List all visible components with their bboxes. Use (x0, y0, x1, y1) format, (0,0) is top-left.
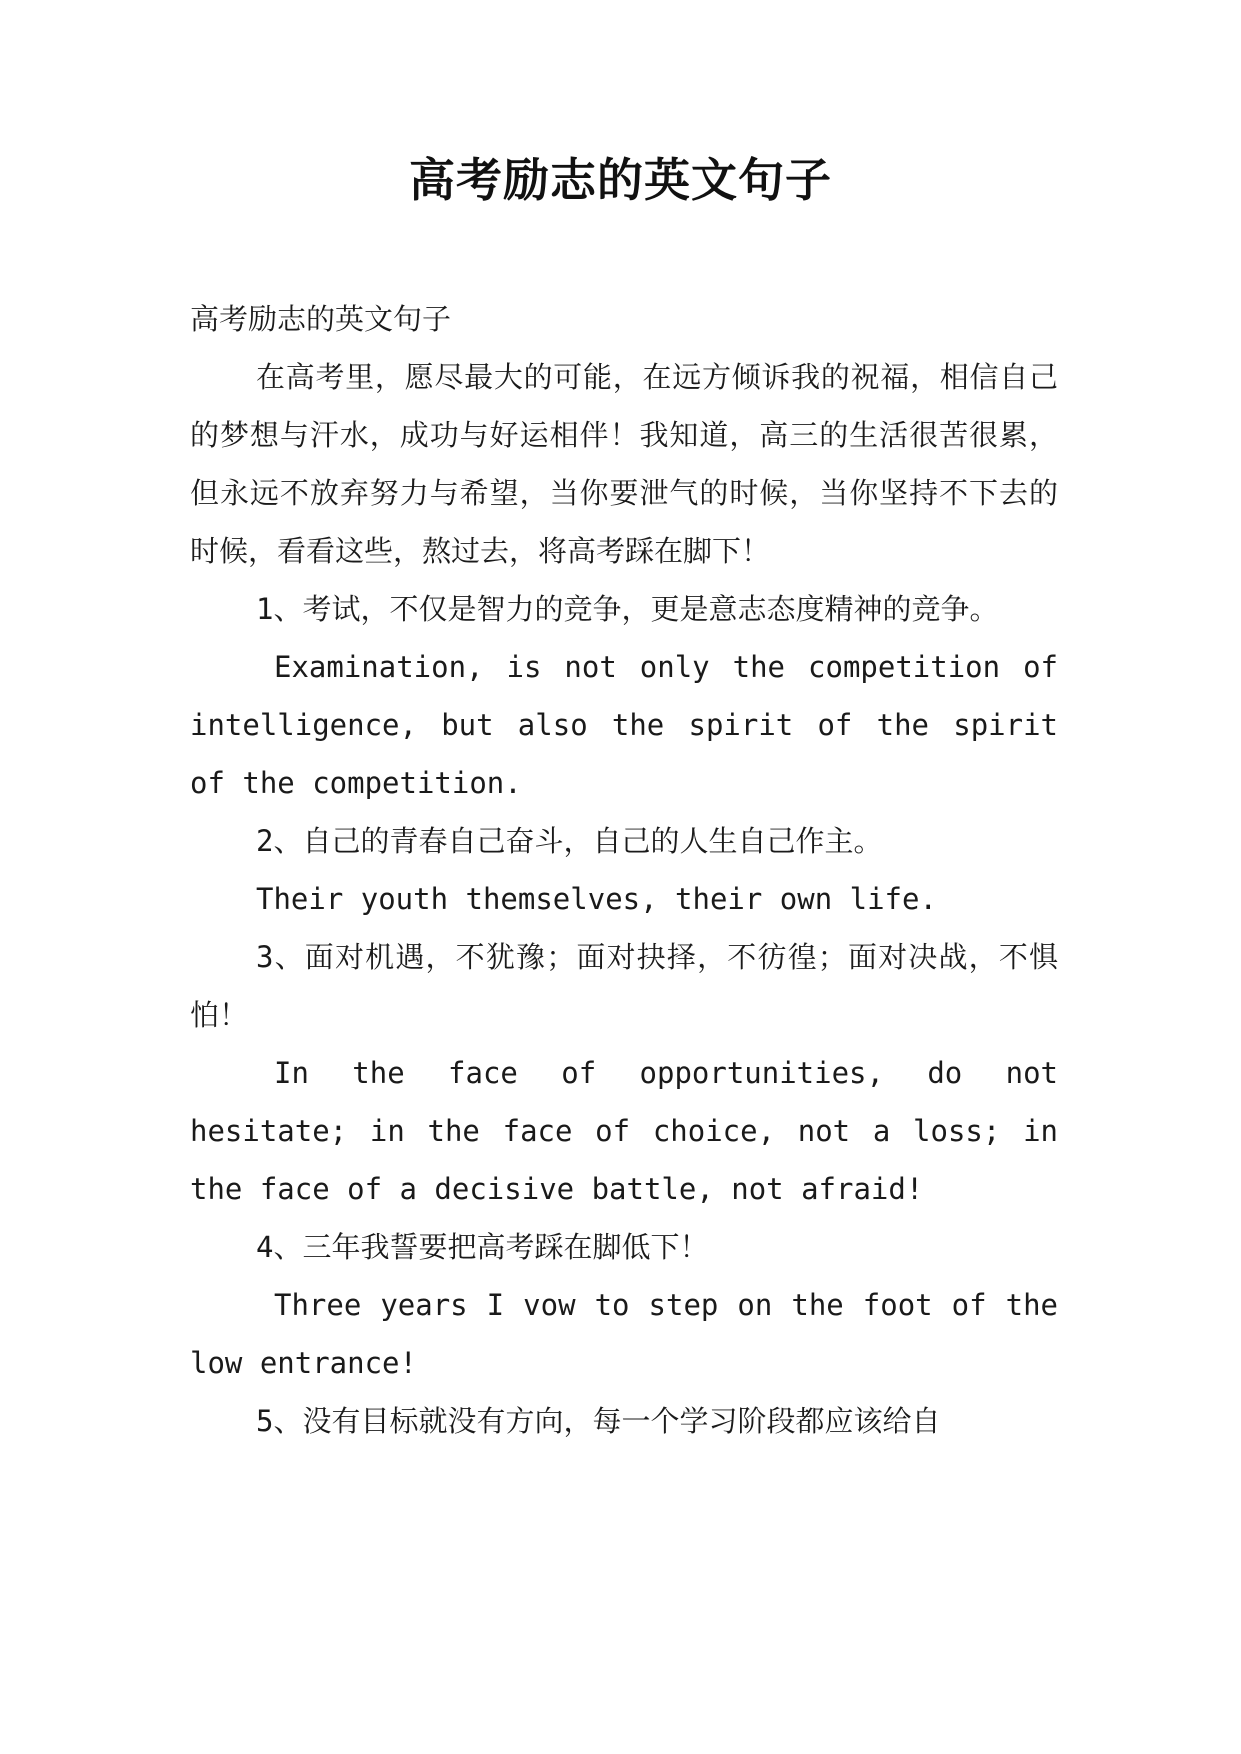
quote-1-en: Examination, is not only the competition of intelligence, but also the spirit of the spirit of the competition. (190, 650, 1058, 800)
quote-3-cn: 3、面对机遇，不犹豫；面对抉择，不彷徨；面对决战，不惧怕！ (190, 940, 1058, 1032)
document-subtitle: 高考励志的英文句子 (190, 302, 452, 336)
document-body (190, 290, 1058, 1450)
document-title: 高考励志的英文句子 (409, 153, 832, 207)
quote-3-en: In the face of opportunities, do not hesitate; in the face of choice, not a loss; in the face of a decisive battle, not afraid! (190, 1056, 1058, 1206)
quote-1-cn: 1、考试，不仅是智力的竞争，更是意志态度精神的竞争。 (256, 592, 999, 626)
quote-4-en: Three years I vow to step on the foot of the low entrance! (190, 1288, 1058, 1380)
quote-5-cn: 5、没有目标就没有方向，每一个学习阶段都应该给自 (256, 1404, 941, 1438)
quote-2-en: Their youth themselves, their own life. (256, 882, 937, 916)
quote-2-cn: 2、自己的青春自己奋斗，自己的人生自己作主。 (256, 824, 883, 858)
intro-paragraph: 在高考里，愿尽最大的可能，在远方倾诉我的祝福，相信自己的梦想与汗水，成功与好运相伴！我知道，高三的生活很苦很累，但永远不放弃努力与希望，当你要泄气的时候，当你坚持不下去的时候，看看这些，熬过去，将高考踩在脚下！ (190, 360, 1058, 568)
quote-4-cn: 4、三年我誓要把高考踩在脚低下！ (256, 1230, 709, 1264)
